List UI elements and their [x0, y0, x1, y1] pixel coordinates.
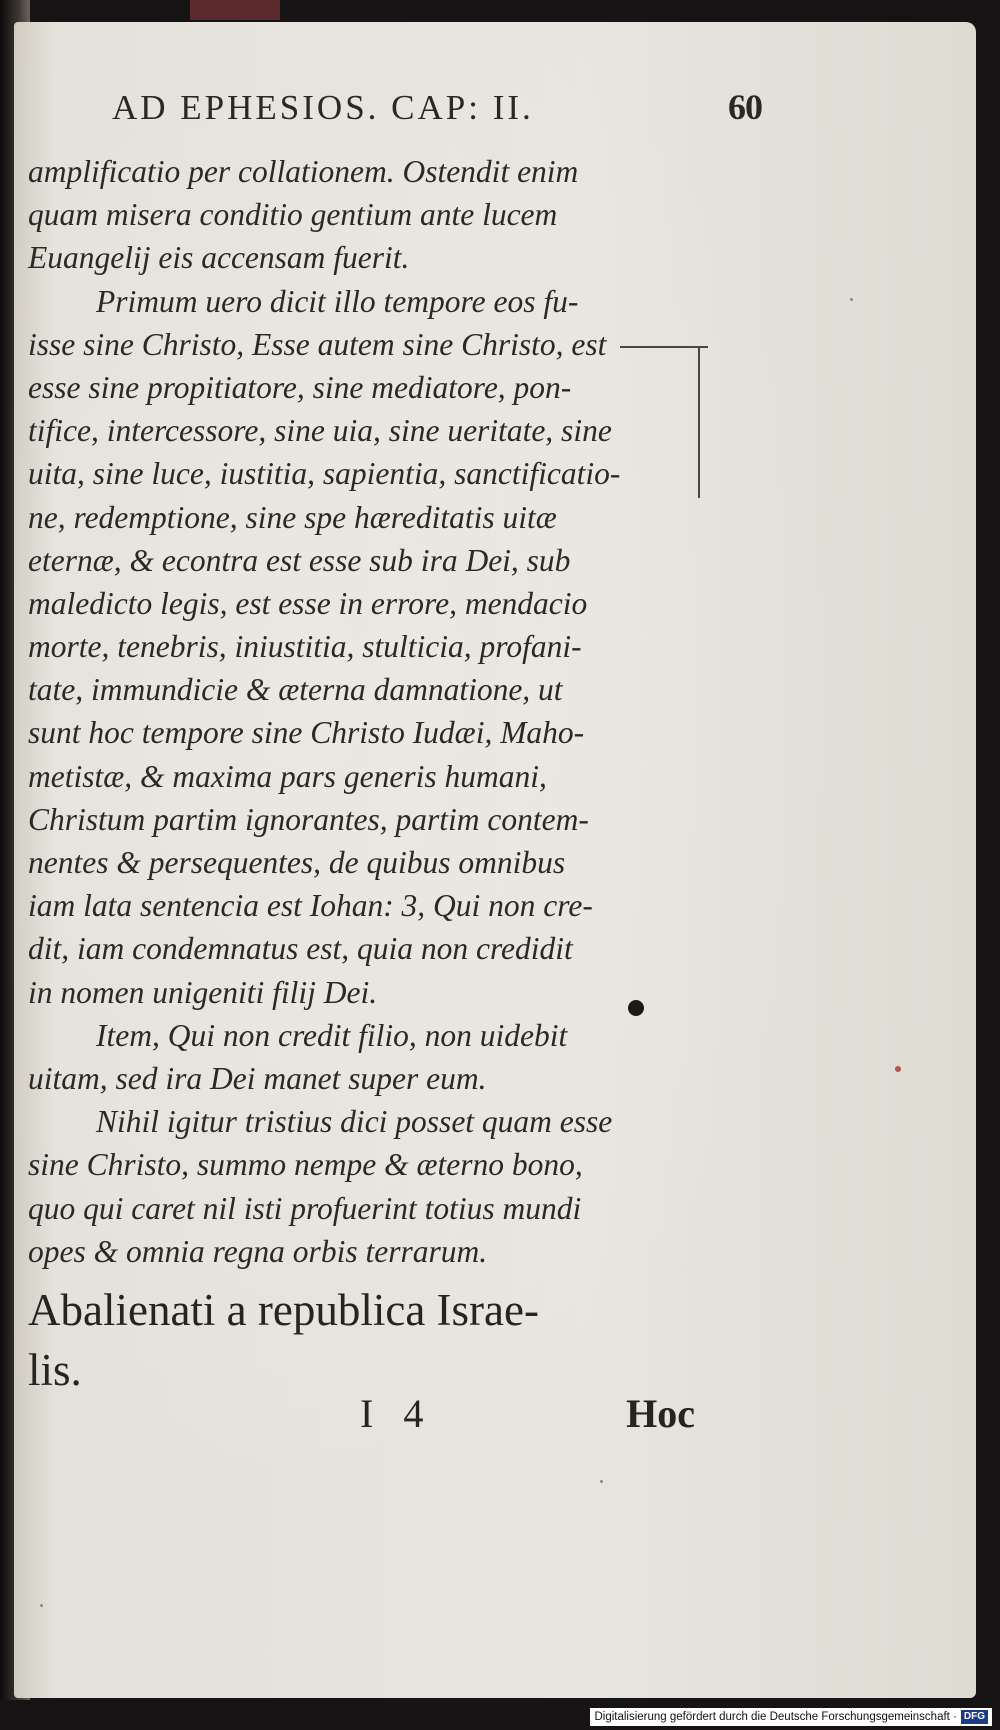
text-line: quam misera conditio gentium ante lucem: [28, 197, 558, 233]
text-line: sine Christo, summo nempe & æterno bono,: [28, 1147, 583, 1183]
text-line: Euangelij eis accensam fuerit.: [28, 240, 410, 276]
text-line: esse sine propitiatore, sine mediatore, pon-: [28, 369, 572, 405]
body-text: [28, 150, 688, 1273]
binding-ribbon: [190, 0, 280, 20]
catchword: Hoc: [626, 1391, 695, 1436]
credit-text: Digitalisierung gefördert durch die Deutsche Forschungsgemeinschaft ·: [594, 1711, 957, 1723]
text-line: dit, iam condemnatus est, quia non credidit: [28, 931, 573, 967]
text-line: uita, sine luce, iustitia, sapientia, sanctificatio-: [28, 456, 621, 492]
text-line: Christum partim ignorantes, partim contem-: [28, 801, 589, 837]
catch-line: [360, 1390, 695, 1440]
paper-fleck: [40, 1604, 43, 1607]
margin-bracket-mark: [698, 348, 708, 498]
text-line: opes & omnia regna orbis terrarum.: [28, 1233, 488, 1269]
folio-number: 60: [728, 87, 762, 127]
page-header: [112, 88, 762, 138]
text-line: in nomen unigeniti filij Dei.: [28, 974, 378, 1010]
running-head: AD EPHESIOS. CAP: II.: [112, 88, 534, 127]
text-line: Nihil igitur tristius dici posset quam esse: [96, 1104, 613, 1140]
text-line: uitam, sed ira Dei manet super eum.: [28, 1060, 487, 1096]
text-line: ne, redemptione, sine spe hæreditatis uitæ: [28, 499, 557, 535]
text-line: iam lata sentencia est Iohan: 3, Qui non cre-: [28, 888, 593, 924]
text-line: nentes & persequentes, de quibus omnibus: [28, 845, 566, 880]
dfg-logo-icon: DFG: [961, 1710, 988, 1724]
text-line: Primum uero dicit illo tempore eos fu-: [96, 283, 579, 319]
paper-fleck: [850, 298, 853, 301]
text-line: tate, immundicie & æterna damnatione, ut: [28, 672, 563, 708]
text-line: metistæ, & maxima pars generis humani,: [28, 758, 547, 794]
text-line: morte, tenebris, iniustitia, stulticia, profani-: [28, 629, 582, 665]
text-line: isse sine Christo, Esse autem sine Christo, est: [28, 326, 607, 362]
section-heading-line: Abalienati a republica Israe-: [28, 1285, 539, 1335]
red-ink-speck: [895, 1066, 901, 1072]
text-line: quo qui caret nil isti profuerint totius mundi: [28, 1190, 582, 1226]
text-line: Item, Qui non credit filio, non uidebit: [96, 1017, 568, 1053]
text-line: amplificatio per collationem. Ostendit enim: [28, 154, 579, 189]
text-line: sunt hoc tempore sine Christo Iudæi, Maho-: [28, 715, 585, 751]
text-line: eternæ, & econtra est esse sub ira Dei, sub: [28, 542, 571, 578]
ink-blot: [628, 1000, 644, 1016]
text-line: maledicto legis, est esse in errore, mendacio: [28, 585, 588, 621]
digitization-credit: [590, 1708, 992, 1726]
section-heading-line: lis.: [28, 1345, 82, 1395]
section-heading: [28, 1280, 718, 1400]
paper-fleck: [600, 1480, 603, 1483]
signature-mark: I 4: [360, 1391, 434, 1436]
text-line: tifice, intercessore, sine uia, sine ueritate, sine: [28, 413, 612, 449]
